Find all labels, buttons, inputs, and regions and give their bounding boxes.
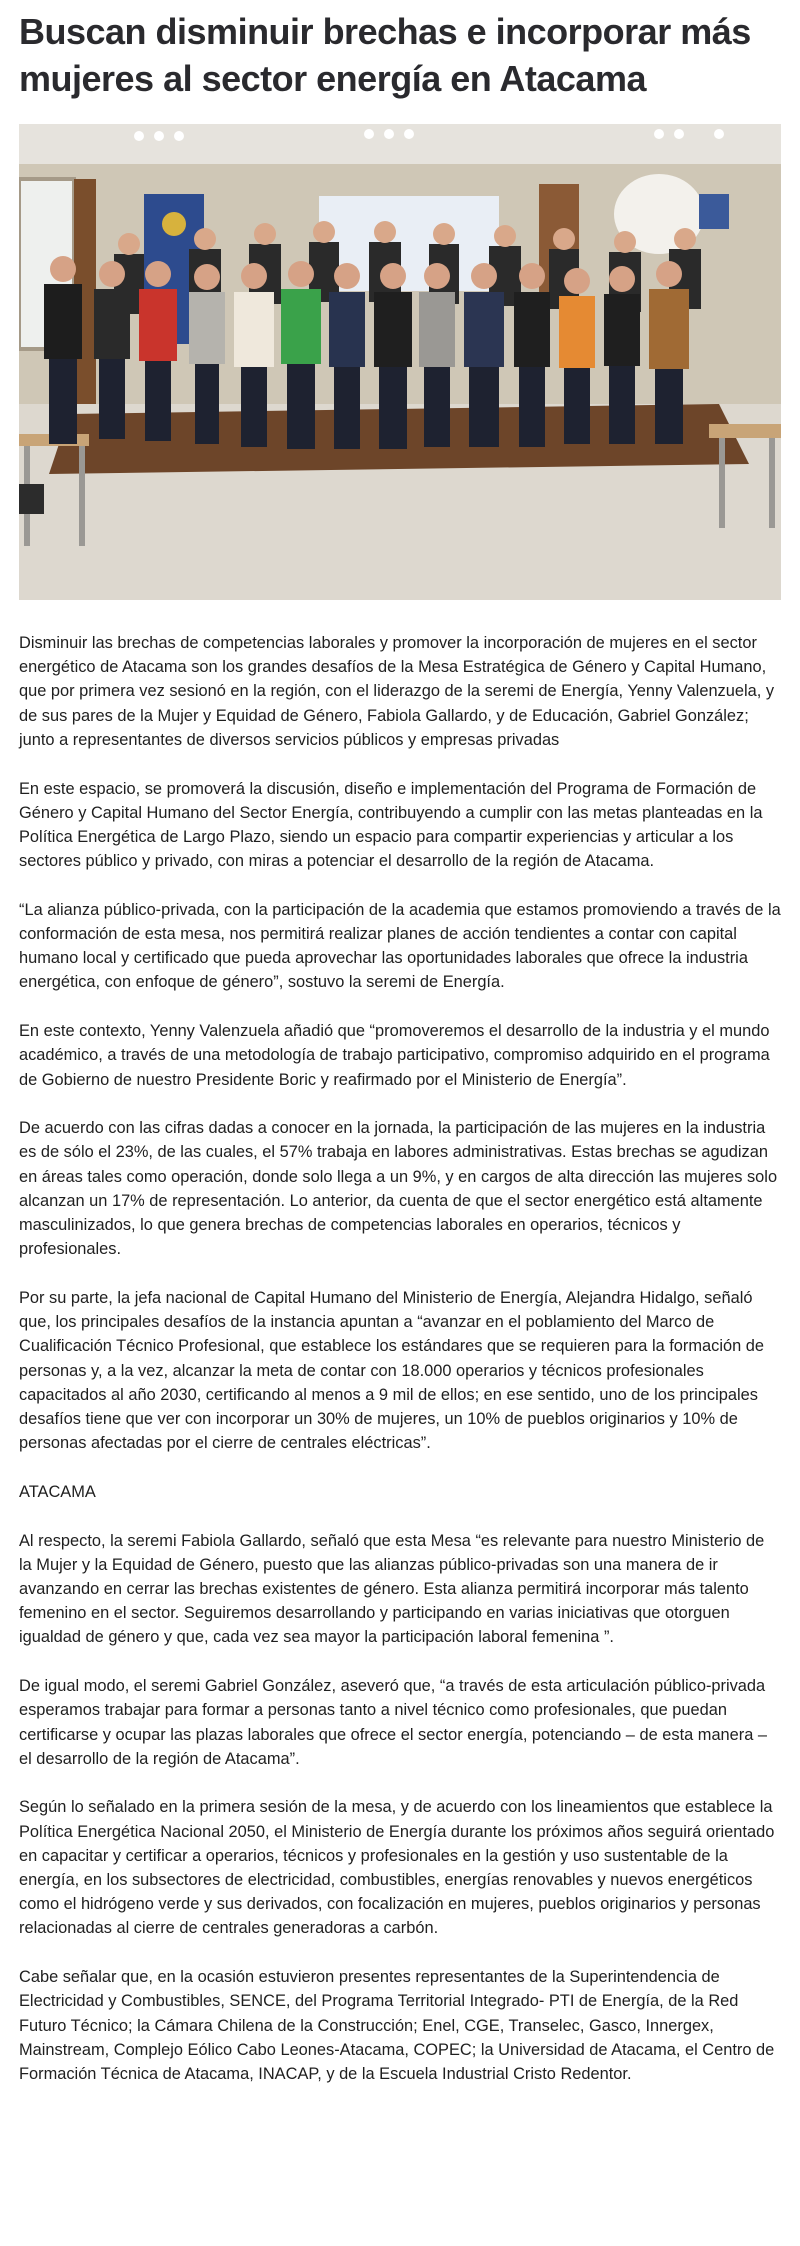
paragraph: En este contexto, Yenny Valenzuela añadió que “promoveremos el desarrollo de la industria y el mundo académico, a través de una metodología de trabajo participativo, compromiso adquirido en el programa de Gobierno de nuestro Presidente Boric y reafirmado por el Ministerio de Energía”. — [19, 1022, 770, 1089]
paragraph: Por su parte, la jefa nacional de Capital Humano del Ministerio de Energía, Alejandra Hidalgo, señaló que, los principales desafíos de la instancia apuntan a “avanzar en el poblamiento del Marco de Cualificación Técnico Profesional, que establece los estándares que se requieren para la formación de personas y, a la vez, alcanzar la meta de contar con 18.000 operarios y técnicos profesionales capacitados al año 2030, certificando al menos a 9 mil de ellos; en ese sentido, uno de los principales desafíos tiene que ver con incorporar un 30% de mujeres, un 10% de pueblos originarios y 10% de personas afectadas por el cierre de centrales eléctricas”. — [19, 1288, 765, 1453]
paragraph: Disminuir las brechas de competencias laborales y promover la incorporación de mujeres en el sector energético de Atacama son los grandes desafíos de la Mesa Estratégica de Género y Capital Humano, que por primera vez sesionó en la región, con el liderazgo de la seremi de Energía, Yenny Valenzuela, y de sus pares de la Mujer y Equidad de Género, Fabiola Gallardo, y de Educación, Gabriel González; junto a representantes de diversos servicios públicos y empresas privadas — [19, 634, 775, 749]
paragraph: “La alianza público-privada, con la participación de la academia que estamos promoviendo a través de la conformación de esta mesa, nos permitirá realizar planes de acción tendientes a contar con capital humano local y certificado que pueda aprovechar las oportunidades laborales que ofrece la industria energética, con enfoque de género”, sostuvo la seremi de Energía. — [19, 900, 781, 992]
section-heading: ATACAMA — [19, 1482, 96, 1501]
paragraph: De igual modo, el seremi Gabriel González, aseveró que, “a través de esta articulación público-privada esperamos trabajar para formar a personas tanto a nivel técnico como profesionales, que puedan certificarse y ocupar las plazas laborales que ofrece el sector energía, potenciando – de esta manera – el desarrollo de la región de Atacama”. — [19, 1677, 768, 1768]
article-title: Buscan disminuir brechas e incorporar más mujeres al sector energía en Atacama — [19, 11, 751, 99]
paragraph: En este espacio, se promoverá la discusión, diseño e implementación del Programa de Formación de Género y Capital Humano del Sector Energía, contribuyendo a cumplir con las metas planteadas en la Política Energética de Largo Plazo, siendo un espacio para compartir experiencias y articular a los sectores público y privado, con miras a potenciar el desarrollo de la región de Atacama. — [19, 779, 763, 871]
paragraph: Según lo señalado en la primera sesión de la mesa, y de acuerdo con los lineamientos que establece la Política Energética Nacional 2050, el Ministerio de Energía durante los próximos años seguirá orientado en capacitar y certificar a operarios, técnicos y profesionales en la gestión y uso sustentable de la energía, en los subsectores de electricidad, combustibles, energías renovables y nuevos energéticos como el hidrógeno verde y sus derivados, con focalización en mujeres, pueblos originarios y personas relacionadas al cierre de centrales generadoras a carbón. — [19, 1798, 775, 1938]
group-photo-illustration — [19, 124, 781, 600]
paragraph: De acuerdo con las cifras dadas a conocer en la jornada, la participación de las mujeres en la industria es de sólo el 23%, de las cuales, el 57% trabaja en labores administrativas. Estas brechas se agudizan en áreas tales como operación, donde solo llega a un 9%, y en cargos de alta dirección las mujeres solo alcanzan un 17% de representación. Lo anterior, da cuenta de que el sector energético está altamente masculinizados, lo que genera brechas de competencias laborales en operarios, técnicos y profesionales. — [19, 1119, 778, 1259]
paragraph: Cabe señalar que, en la ocasión estuvieron presentes representantes de la Superintendencia de Electricidad y Combustibles, SENCE, del Programa Territorial Integrado- PTI de Energía, de la Red Futuro Técnico; la Cámara Chilena de la Construcción; Enel, CGE, Transelec, Gasco, Innergex, Mainstream, Complejo Eólico Cabo Leones-Atacama, COPEC; la Universidad de Atacama, el Centro de Formación Técnica de Atacama, INACAP, y de la Escuela Industrial Cristo Redentor. — [19, 1968, 775, 2083]
paragraph: Al respecto, la seremi Fabiola Gallardo, señaló que esta Mesa “es relevante para nuestro Ministerio de la Mujer y la Equidad de Género, puesto que las alianzas público-privadas son una manera de ir avanzando en cerrar las brechas existentes de género. Esta alianza permitirá incorporar más talento femenino en el sector. Seguiremos desarrollando y participando en varias iniciativas que otorguen igualdad de género y que, cada vez sea mayor la participación laboral femenina ”. — [19, 1531, 765, 1647]
article-body — [19, 631, 781, 2086]
group-photo — [19, 124, 781, 600]
